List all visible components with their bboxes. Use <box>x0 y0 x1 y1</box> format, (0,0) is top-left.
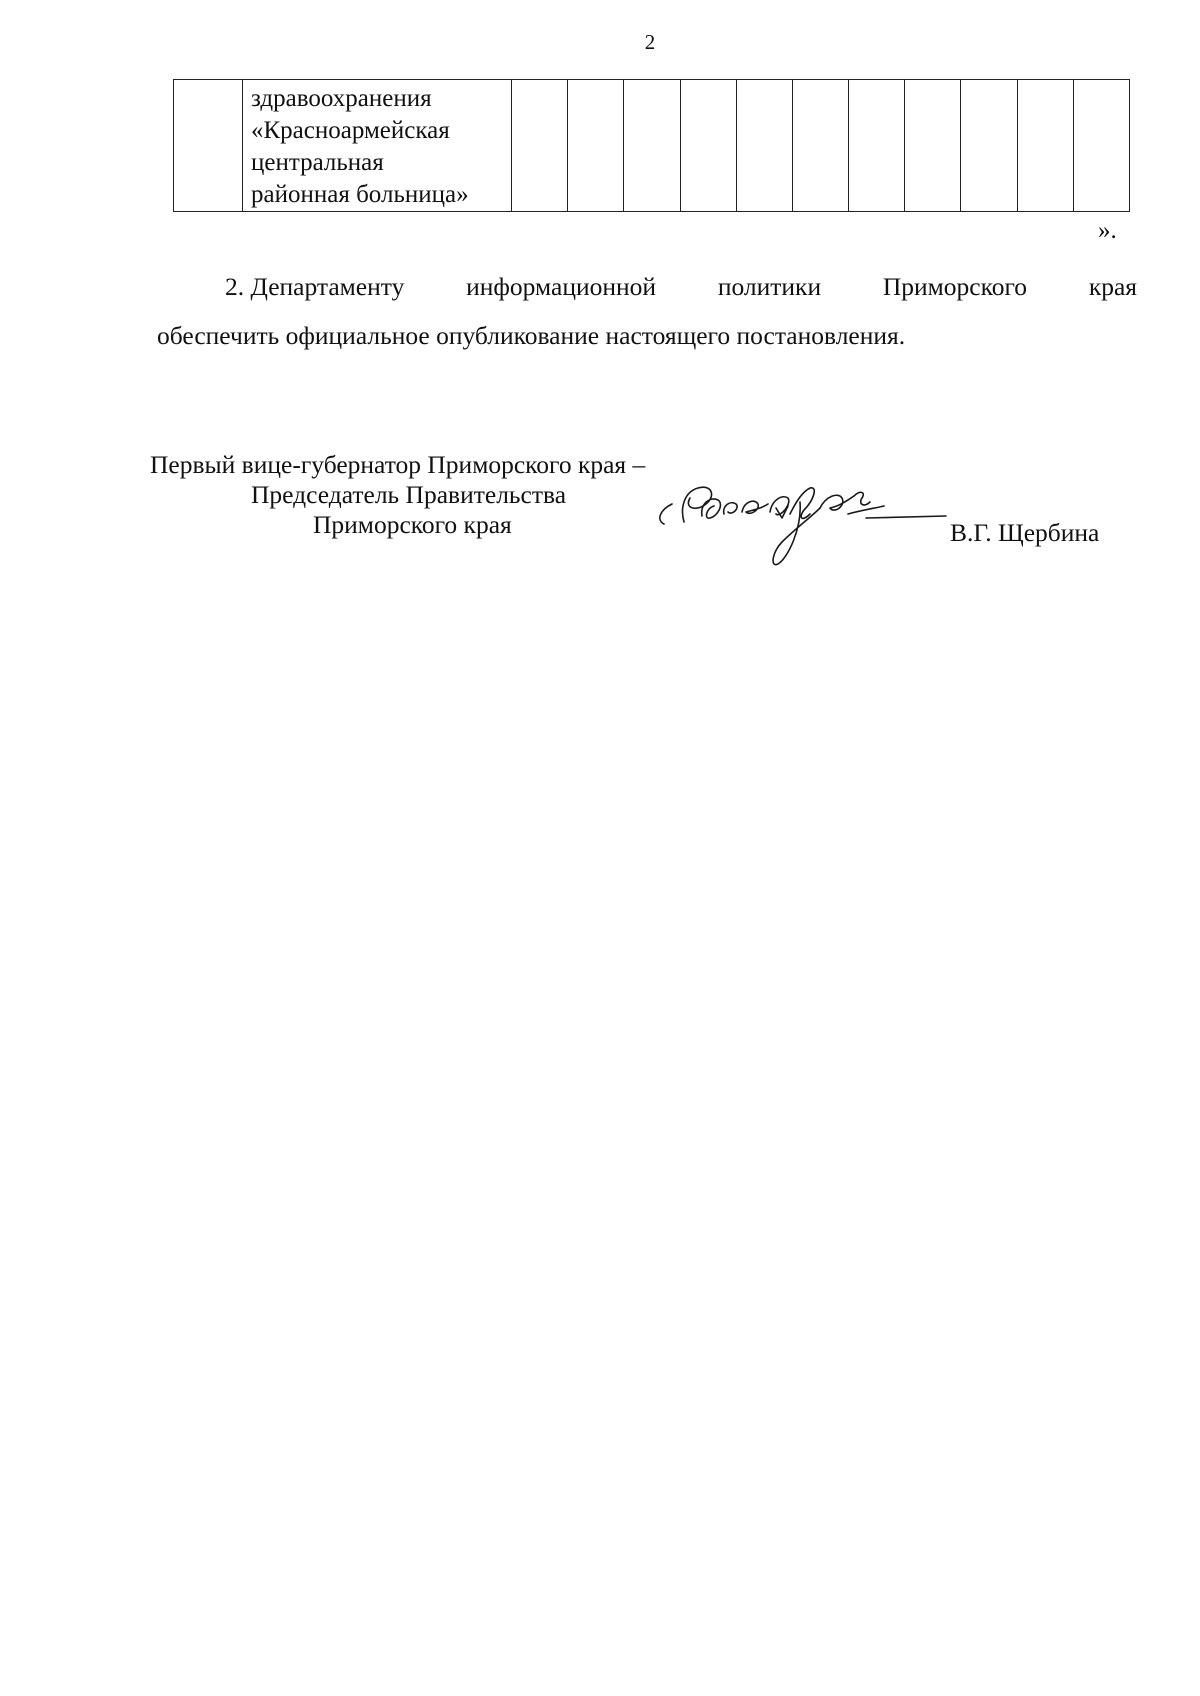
paragraph-word: края <box>1088 272 1137 301</box>
paragraph-line-1 <box>157 262 1137 311</box>
table-cell-institution <box>243 80 512 212</box>
signer-title-line: Приморского края <box>313 510 512 539</box>
table-cell-value <box>680 80 736 212</box>
table-row <box>174 80 1130 212</box>
paragraph-word: политики <box>717 272 822 301</box>
continued-table <box>173 79 1130 212</box>
table-cell-value <box>736 80 792 212</box>
closing-quote: ». <box>1098 217 1117 244</box>
institution-line: центральная <box>251 149 384 176</box>
signer-name: В.Г. Щербина <box>950 518 1100 547</box>
paragraph-2 <box>157 262 1137 360</box>
handwritten-signature-icon <box>650 478 970 578</box>
paragraph-word: Приморского <box>882 272 1028 301</box>
paragraph-word: 2. Департаменту <box>225 272 405 301</box>
paragraph-word: информационной <box>466 272 657 301</box>
signer-title-line: Первый вице-губернатор Приморского края – <box>150 450 646 479</box>
signer-title-line: Председатель Правительства <box>251 480 567 509</box>
table-cell-value <box>849 80 905 212</box>
table-cell-value <box>961 80 1017 212</box>
table-cell-value <box>905 80 961 212</box>
table-cell-number <box>174 80 243 212</box>
page-number: 2 <box>644 30 656 54</box>
paragraph-line-2: обеспечить официальное опубликование настоящего постановления. <box>157 321 906 350</box>
institution-line: районная больница» <box>251 181 469 208</box>
table-cell-value <box>624 80 680 212</box>
signature-title-block <box>150 450 645 540</box>
table-cell-value <box>1073 80 1129 212</box>
table-cell-value <box>792 80 848 212</box>
table-cell-value <box>1017 80 1073 212</box>
institution-line: «Красноармейская <box>251 117 450 144</box>
table-cell-value <box>568 80 624 212</box>
table-cell-value <box>512 80 568 212</box>
institution-line: здравоохранения <box>251 85 432 112</box>
